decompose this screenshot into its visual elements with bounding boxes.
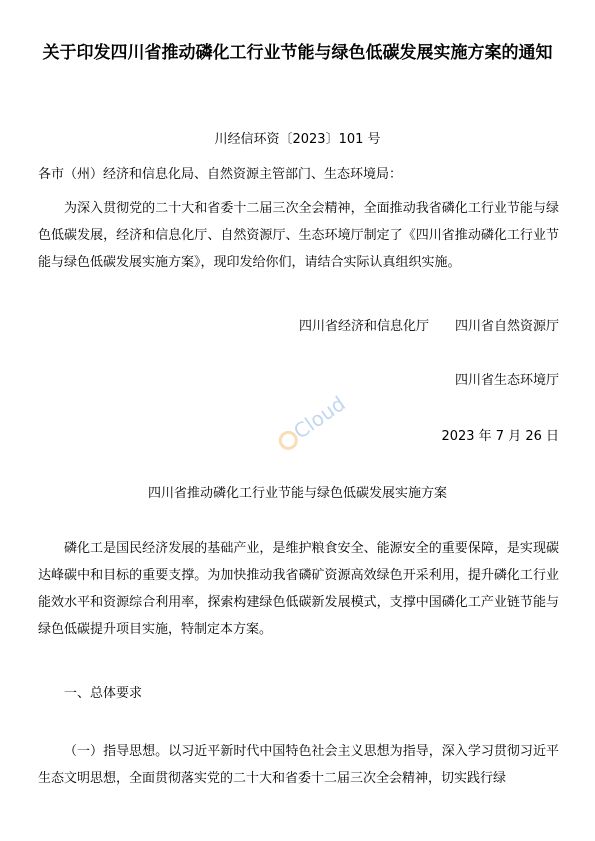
issuer-economy: 四川省经济和信息化厅 [298, 319, 429, 334]
issuer-natural-resources: 四川省自然资源厅 [454, 319, 559, 334]
plan-intro-paragraph: 磷化工是国民经济发展的基础产业，是维护粮食安全、能源安全的重要保障，是实现碳达峰碳中和目标的重要支撑。为加快推动我省磷矿资源高效绿色开采利用，提升磷化工行业能效水平和资源综合利用率，探索构建绿色低碳新发展模式，支撑中国磷化工产业链节能与绿色低碳提升项目实施，特制定本方案。 [38, 541, 559, 637]
guiding-ideology-paragraph: （一）指导思想。以习近平新时代中国特色社会主义思想为指导，深入学习贯彻习近平生态文明思想，全面贯彻落实党的二十大和省委十二届三次全会精神，切实践行绿 [38, 744, 559, 786]
intro-paragraph: 为深入贯彻党的二十大和省委十二届三次全会精神，全面推动我省磷化工行业节能与绿色低碳发展，经济和信息化厅、自然资源厅、生态环境厅制定了《四川省推动磷化工行业节能与绿色低碳发展实施方案》，现印发给你们，请结合实际认真组织实施。 [38, 201, 559, 270]
addressee: 各市（州）经济和信息化局、自然资源主管部门、生态环境局： [38, 167, 403, 182]
issue-date: 2023 年 7 月 26 日 [441, 429, 559, 444]
issuer-ecology: 四川省生态环境厅 [454, 373, 559, 388]
section-heading-general-requirements: 一、总体要求 [64, 686, 143, 701]
cloud-watermark-logo [262, 380, 352, 460]
plan-title: 四川省推动磷化工行业节能与绿色低碳发展实施方案 [147, 486, 447, 501]
issuers-line-1 [299, 317, 559, 337]
document-number: 川经信环资〔2023〕101 号 [214, 132, 381, 147]
page-title: 关于印发四川省推动磷化工行业节能与绿色低碳发展实施方案的通知 [42, 43, 553, 63]
watermark-text: Cloud [289, 391, 350, 444]
